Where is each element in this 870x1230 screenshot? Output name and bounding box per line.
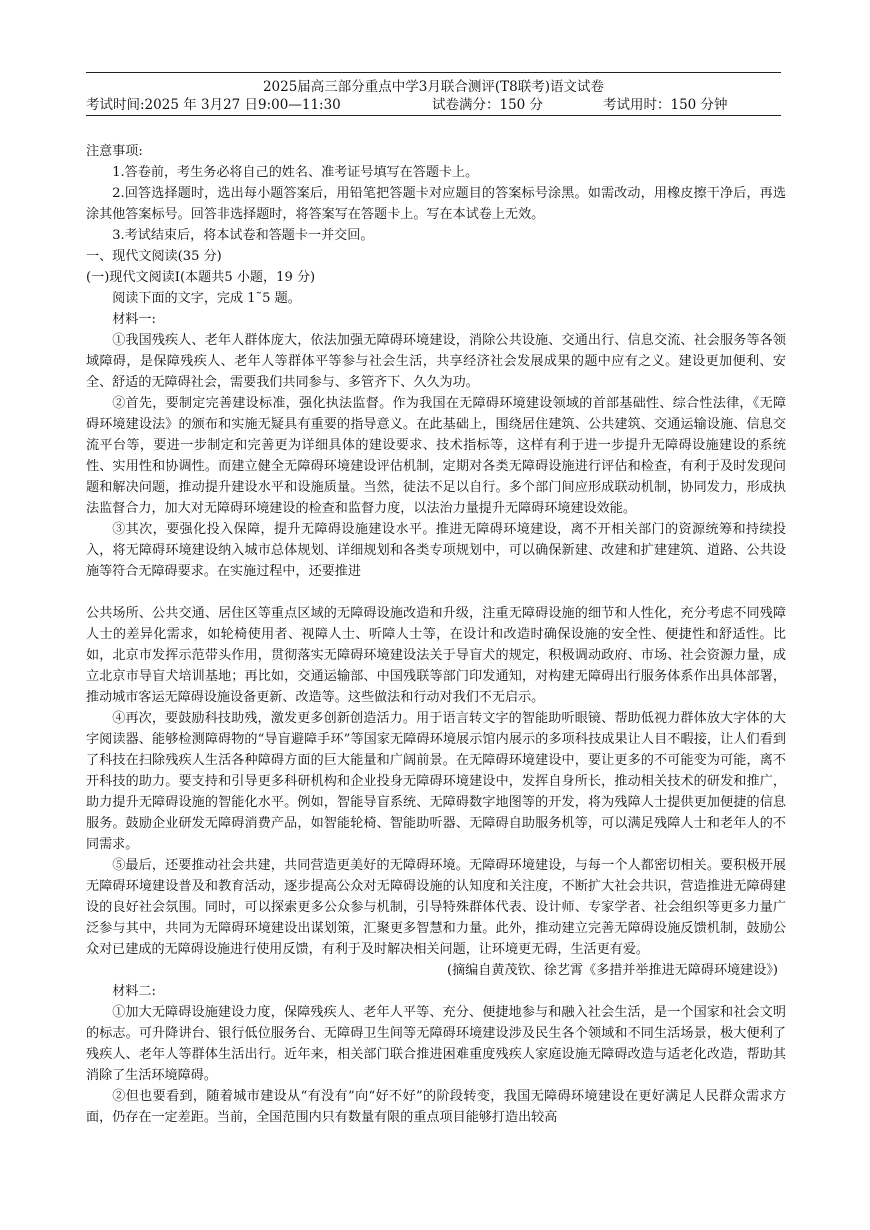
material-two-paragraph-2: ②但也要看到，随着城市建设从“有没有”向“好不好”的阶段转变，我国无障碍环境建设在更好满足人民群众需求方面，仍存在一定差距。当前，全国范围内只有数量有限的重点项目能够打造出较高: [86, 1089, 786, 1125]
sub-one-heading: (一)现代文阅读Ⅰ(本题共5 小题，19 分): [86, 270, 316, 285]
exam-body: [86, 141, 786, 1128]
reading-instruction: 阅读下面的文字，完成 1˜5 题。: [112, 291, 301, 306]
header-bottom-rule: [86, 115, 781, 116]
material-one-paragraph-4: ④再次，要鼓励科技助残，激发更多创新创造活力。用于语言转文字的智能助听眼镜、帮助低视力群体放大字体的大字阅读器、能够检测障碍物的“导盲避障手环”等国家无障碍环境展示馆内展示的多项科技成果让人目不暇接，让人们看到了科技在扫除残疾人生活各种障碍方面的巨大能量和广阔前景。在无障碍环境建设中，要让更多的不可能变为可能，离不开科技的助力。要支持和引导更多科研机构和企业投身无障碍环境建设中，发挥自身所长，推动相关技术的研发和推广，助力提升无障碍设施的智能化水平。例如，智能导盲系统、无障碍数字地图等的开发，将为残障人士提供更加便捷的信息服务。鼓励企业研发无障碍消费产品，如智能轮椅、智能助听器、无障碍自助服务机等，可以满足残障人士和老年人的不同需求。: [86, 711, 786, 852]
material-one-paragraph-3a: ③其次，要强化投入保障，提升无障碍设施建设水平。推进无障碍环境建设，离不开相关部门的资源统筹和持续投入，将无障碍环境建设纳入城市总体规划、详细规划和各类专项规划中，可以确保新建、改建和扩建建筑、道路、公共设施等符合无障碍要求。在实施过程中，还要推进: [86, 522, 786, 579]
part-one-heading: 一、现代文阅读(35 分): [86, 249, 222, 264]
page-break-gap: [86, 582, 786, 603]
material-two-paragraph-1: ①加大无障碍设施建设力度，保障残疾人、老年人平等、充分、便捷地参与和融入社会生活，是一个国家和社会文明的标志。可升降讲台、银行低位服务台、无障碍卫生间等无障碍环境建设涉及民生各个领域和不同生活场景，极大便利了残疾人、老年人等群体生活出行。近年来，相关部门联合推进困难重度残疾人家庭设施无障碍改造与适老化改造，帮助其消除了生活环境障碍。: [86, 1005, 786, 1083]
notice-heading: 注意事项:: [86, 144, 143, 159]
material-two-label: 材料二:: [112, 984, 156, 999]
notice-item-2: 2.回答选择题时，选出每小题答案后，用铅笔把答题卡对应题目的答案标号涂黑。如需改动，用橡皮擦干净后，再选涂其他答案标号。回答非选择题时，将答案写在答题卡上。写在本试卷上无效。: [86, 186, 786, 222]
notice-item-1: 1.答卷前，考生务必将自己的姓名、准考证号填写在答题卡上。: [112, 165, 479, 180]
exam-title: 2025届高三部分重点中学3月联合测评(T8联考)语文试卷: [262, 79, 605, 95]
material-one-paragraph-2: ②首先，要制定完善建设标准，强化执法监督。作为我国在无障碍环境建设领域的首部基础性、综合性法律，《无障碍环境建设法》的颁布和实施无疑具有重要的指导意义。在此基础上，围绕居住建筑、公共建筑、交通运输设施、信息交流平台等，要进一步制定和完善更为详细具体的建设要求、技术指标等，这样有利于进一步提升无障碍设施建设的系统性、实用性和协调性。而建立健全无障碍环境建设评估机制，定期对各类无障碍设施进行评估和检查，有利于及时发现问题和解决问题，推动提升建设水平和设施质量。当然，徒法不足以自行。多个部门间应形成联动机制，协同发力，形成执法监督合力，加大对无障碍环境建设的检查和监督力度，以法治力量提升无障碍环境建设效能。: [86, 396, 786, 516]
exam-time: 考试时间:2025 年 3月27 日9:00—11:30: [86, 97, 341, 113]
notice-item-3: 3.考试结束后，将本试卷和答题卡一并交回。: [112, 228, 374, 243]
material-one-paragraph-3b: 公共场所、公共交通、居住区等重点区域的无障碍设施改造和升级，注重无障碍设施的细节和人性化，充分考虑不同残障人士的差异化需求，如轮椅使用者、视障人士、听障人士等，在设计和改造时确保设施的安全性、便捷性和舒适性。比如，北京市发挥示范带头作用，贯彻落实无障碍环境建设法关于导盲犬的规定，积极调动政府、市场、社会资源力量，成立北京市导盲犬培训基地；再比如，交通运输部、中国残联等部门印发通知，对构建无障碍出行服务体系作出具体部署，推动城市客运无障碍设施设备更新、改造等。这些做法和行动对我们不无启示。: [86, 606, 786, 705]
material-one-paragraph-1: ①我国残疾人、老年人群体庞大，依法加强无障碍环境建设，消除公共设施、交通出行、信息交流、社会服务等各领域障碍，是保障残疾人、老年人等群体平等参与社会生活，共享经济社会发展成果的题中应有之义。建设更加便利、安全、舒适的无障碍社会，需要我们共同参与、多管齐下、久久为功。: [86, 333, 786, 390]
full-score: 试卷满分：150 分: [432, 97, 544, 113]
material-one-paragraph-5: ⑤最后，还要推动社会共建，共同营造更美好的无障碍环境。无障碍环境建设，与每一个人都密切相关。要积极开展无障碍环境建设普及和教育活动，逐步提高公众对无障碍设施的认知度和关注度，不断扩大社会共识，营造推进无障碍建设的良好社会氛围。同时，可以探索更多公众参与机制，引导特殊群体代表、设计师、专家学者、社会组织等更多力量广泛参与其中，共同为无障碍环境建设出谋划策，汇聚更多智慧和力量。此外，推动建立完善无障碍设施反馈机制，鼓励公众对已建成的无障碍设施进行使用反馈，有利于及时解决相关问题，让环境更无碍，生活更有爱。: [86, 858, 786, 957]
exam-duration: 考试用时：150 分钟: [603, 97, 728, 113]
header-top-rule: [86, 72, 781, 73]
material-one-label: 材料一:: [112, 312, 156, 327]
material-one-source: (摘编自黄茂钦、徐艺霄《多措并举推进无障碍环境建设》): [446, 963, 778, 978]
